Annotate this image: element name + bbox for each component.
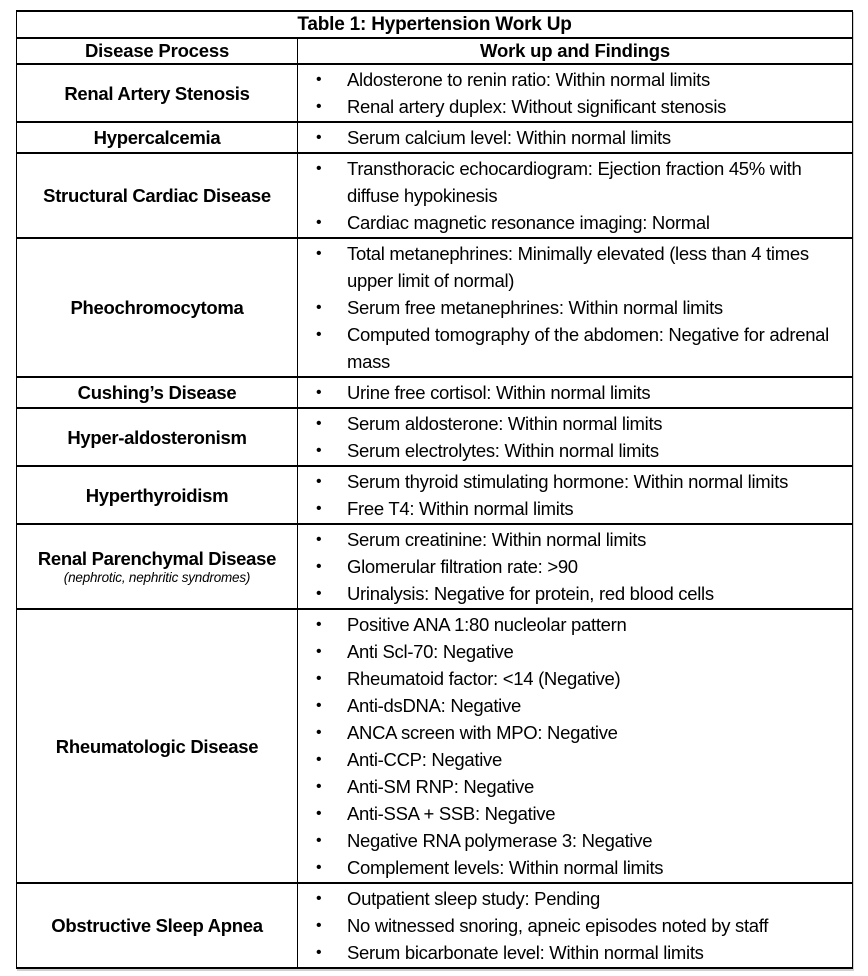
finding-text: Serum calcium level: Within normal limits	[347, 127, 671, 148]
finding-text: Negative RNA polymerase 3: Negative	[347, 830, 653, 851]
finding-text: Glomerular filtration rate: >90	[347, 556, 578, 577]
finding-item	[298, 240, 848, 294]
finding-item	[298, 209, 848, 236]
bullet-icon: •	[316, 129, 322, 146]
bullet-icon: •	[316, 326, 322, 343]
disease-cell	[17, 238, 298, 377]
finding-item	[298, 854, 848, 881]
disease-cell	[17, 64, 298, 122]
bullet-icon: •	[316, 917, 322, 934]
table-row	[17, 524, 853, 609]
finding-item	[298, 294, 848, 321]
bullet-icon: •	[316, 832, 322, 849]
bullet-icon: •	[316, 160, 322, 177]
bullet-icon: •	[316, 214, 322, 231]
table-row	[17, 883, 853, 968]
findings-cell	[298, 377, 853, 408]
bullet-icon: •	[316, 944, 322, 961]
disease-name: Rheumatologic Disease	[55, 735, 259, 757]
finding-text: Computed tomography of the abdomen: Negative for adrenal mass	[347, 324, 829, 372]
findings-list	[298, 526, 848, 607]
bullet-icon: •	[316, 473, 322, 490]
bullet-icon: •	[316, 585, 322, 602]
finding-text: ANCA screen with MPO: Negative	[347, 722, 618, 743]
finding-text: Serum electrolytes: Within normal limits	[347, 440, 659, 461]
column-header-workup-findings: Work up and Findings	[298, 38, 853, 64]
bullet-icon: •	[316, 384, 322, 401]
bullet-icon: •	[316, 558, 322, 575]
table-row	[17, 64, 853, 122]
disease-name: Cushing’s Disease	[77, 382, 237, 403]
column-header-disease-process: Disease Process	[17, 38, 298, 64]
bullet-icon: •	[316, 859, 322, 876]
disease-name: Renal Artery Stenosis	[64, 82, 250, 104]
finding-text: Serum aldosterone: Within normal limits	[347, 413, 663, 434]
finding-item	[298, 410, 848, 437]
table-header-row	[17, 38, 853, 64]
table-row	[17, 238, 853, 377]
finding-item	[298, 495, 848, 522]
finding-item	[298, 719, 848, 746]
finding-text: Aldosterone to renin ratio: Within normal limits	[347, 69, 710, 90]
disease-name: Hyper-aldosteronism	[67, 426, 247, 448]
finding-item	[298, 939, 848, 966]
finding-item	[298, 885, 848, 912]
finding-text: Free T4: Within normal limits	[347, 498, 574, 519]
finding-item	[298, 827, 848, 854]
finding-text: Serum creatinine: Within normal limits	[347, 529, 647, 550]
finding-item	[298, 526, 848, 553]
finding-text: Renal artery duplex: Without significant stenosis	[347, 96, 727, 117]
findings-list	[298, 240, 848, 375]
finding-text: Outpatient sleep study: Pending	[347, 888, 600, 909]
bullet-icon: •	[316, 299, 322, 316]
disease-name: Obstructive Sleep Apnea	[51, 915, 263, 936]
table-row	[17, 408, 853, 466]
disease-name: Renal Parenchymal Disease	[37, 548, 277, 569]
findings-list	[298, 155, 848, 236]
finding-text: Urine free cortisol: Within normal limits	[347, 382, 651, 403]
bullet-icon: •	[316, 71, 322, 88]
bullet-icon: •	[316, 500, 322, 517]
table-row	[17, 609, 853, 883]
disease-cell	[17, 524, 298, 609]
finding-item	[298, 437, 848, 464]
finding-text: Transthoracic echocardiogram: Ejection fraction 45% with diffuse hypokinesis	[347, 158, 802, 206]
bullet-icon: •	[316, 643, 322, 660]
finding-item	[298, 93, 848, 120]
finding-item	[298, 321, 848, 375]
finding-text: Anti Scl-70: Negative	[347, 641, 514, 662]
bullet-icon: •	[316, 670, 322, 687]
disease-name: Pheochromocytoma	[70, 297, 244, 318]
bullet-icon: •	[316, 245, 322, 262]
finding-text: Urinalysis: Negative for protein, red blood cells	[347, 583, 714, 604]
bullet-icon: •	[316, 778, 322, 795]
disease-cell	[17, 153, 298, 238]
finding-item	[298, 468, 848, 495]
table-title: Table 1: Hypertension Work Up	[17, 11, 853, 38]
findings-cell	[298, 883, 853, 968]
bullet-icon: •	[316, 442, 322, 459]
table-row	[17, 466, 853, 524]
table-row	[17, 122, 853, 153]
finding-item	[298, 746, 848, 773]
findings-list	[298, 66, 848, 120]
bullet-icon: •	[316, 415, 322, 432]
finding-text: Serum free metanephrines: Within normal limits	[347, 297, 723, 318]
finding-text: Anti-CCP: Negative	[347, 749, 502, 770]
hypertension-workup-table	[16, 10, 853, 969]
findings-cell	[298, 524, 853, 609]
findings-list	[298, 885, 848, 966]
findings-list	[298, 468, 848, 522]
disease-cell	[17, 466, 298, 524]
finding-text: Serum thyroid stimulating hormone: Within normal limits	[347, 471, 789, 492]
finding-item	[298, 553, 848, 580]
finding-text: Anti-dsDNA: Negative	[347, 695, 521, 716]
findings-list	[298, 611, 848, 881]
finding-text: Total metanephrines: Minimally elevated (less than 4 times upper limit of normal)	[347, 243, 809, 291]
finding-item	[298, 912, 848, 939]
finding-text: Anti-SM RNP: Negative	[347, 776, 534, 797]
disease-cell	[17, 609, 298, 883]
finding-text: Complement levels: Within normal limits	[347, 857, 664, 878]
findings-cell	[298, 64, 853, 122]
finding-item	[298, 66, 848, 93]
bullet-icon: •	[316, 890, 322, 907]
table-row	[17, 377, 853, 408]
finding-text: Serum bicarbonate level: Within normal limits	[347, 942, 704, 963]
finding-text: Anti-SSA + SSB: Negative	[347, 803, 556, 824]
bullet-icon: •	[316, 697, 322, 714]
findings-cell	[298, 408, 853, 466]
finding-item	[298, 638, 848, 665]
finding-item	[298, 379, 848, 406]
findings-list	[298, 410, 848, 464]
finding-item	[298, 155, 848, 209]
bullet-icon: •	[316, 531, 322, 548]
disease-name: Hyperthyroidism	[85, 484, 229, 506]
findings-list	[298, 379, 848, 406]
finding-text: No witnessed snoring, apneic episodes noted by staff	[347, 915, 769, 936]
finding-text: Positive ANA 1:80 nucleolar pattern	[347, 614, 627, 635]
finding-item	[298, 611, 848, 638]
table-row	[17, 153, 853, 238]
findings-cell	[298, 122, 853, 153]
finding-item	[298, 124, 848, 151]
finding-item	[298, 773, 848, 800]
bullet-icon: •	[316, 805, 322, 822]
document-page	[0, 10, 868, 976]
disease-cell	[17, 408, 298, 466]
disease-name: Structural Cardiac Disease	[43, 185, 271, 206]
finding-text: Cardiac magnetic resonance imaging: Normal	[347, 212, 710, 233]
findings-cell	[298, 238, 853, 377]
findings-list	[298, 124, 848, 151]
disease-cell	[17, 122, 298, 153]
findings-cell	[298, 466, 853, 524]
bullet-icon: •	[316, 724, 322, 741]
findings-cell	[298, 153, 853, 238]
findings-cell	[298, 609, 853, 883]
disease-cell	[17, 377, 298, 408]
finding-item	[298, 580, 848, 607]
bullet-icon: •	[316, 751, 322, 768]
table-title-row	[17, 11, 853, 38]
finding-item	[298, 665, 848, 692]
disease-subtitle: (nephrotic, nephritic syndromes)	[63, 570, 251, 585]
finding-item	[298, 692, 848, 719]
finding-item	[298, 800, 848, 827]
bullet-icon: •	[316, 98, 322, 115]
disease-name: Hypercalcemia	[93, 127, 221, 148]
finding-text: Rheumatoid factor: <14 (Negative)	[347, 668, 621, 689]
bullet-icon: •	[316, 616, 322, 633]
disease-cell	[17, 883, 298, 968]
